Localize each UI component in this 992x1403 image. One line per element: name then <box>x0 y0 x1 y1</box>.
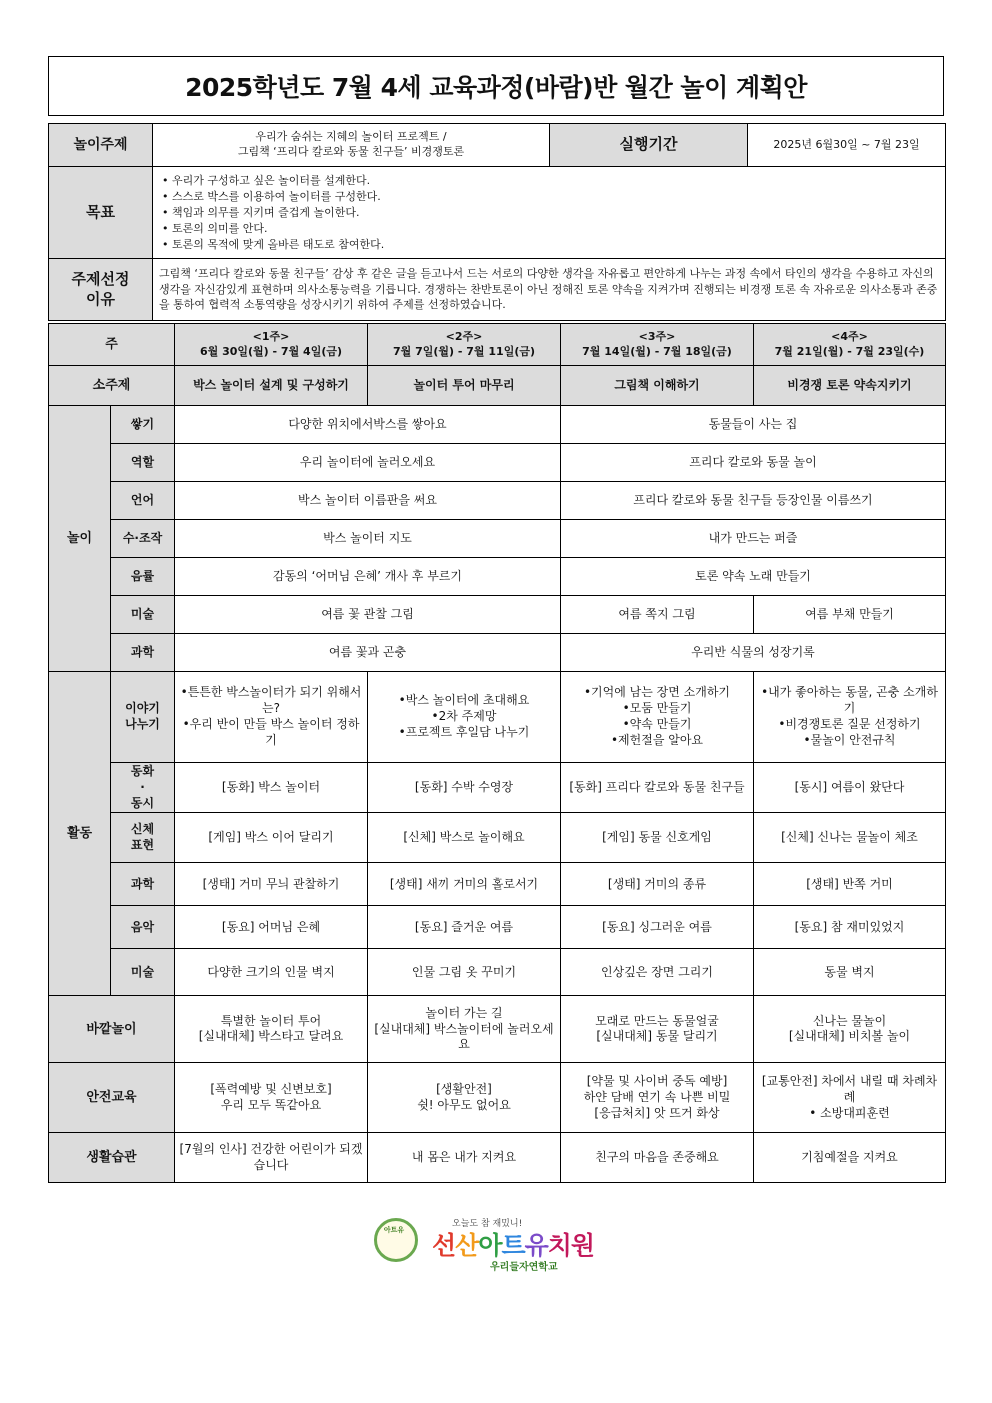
activity-area-art: 미술 <box>111 949 175 996</box>
habit-label: 생활습관 <box>49 1133 175 1183</box>
activity-area-music: 음악 <box>111 906 175 949</box>
activity-area-physical: 신체 표현 <box>111 813 175 863</box>
plan-table <box>48 323 946 1183</box>
play-science-first: 여름 꽃과 곤충 <box>175 634 561 672</box>
play-language-second: 프리다 칼로와 동물 친구들 등장인물 이름쓰기 <box>561 482 946 520</box>
safety-week-3: [약물 및 사이버 중독 예방] 하얀 담배 연기 속 나쁜 비밀 [응급처치] 앗 뜨거 화상 <box>561 1063 754 1133</box>
page-title: 2025학년도 7월 4세 교육과정(바람)반 월간 놀이 계획안 <box>48 56 944 116</box>
subtopic-label: 소주제 <box>49 366 175 406</box>
week-3-header: <3주> 7월 14일(월) - 7월 18일(금) <box>561 324 754 366</box>
goals-cell <box>153 167 946 259</box>
play-math-second: 내가 만드는 퍼즐 <box>561 520 946 558</box>
goal-item: • 토론의 목적에 맞게 올바른 태도로 참여한다. <box>162 237 942 253</box>
outdoor-label: 바깥놀이 <box>49 996 175 1063</box>
outdoor-week-1: 특별한 놀이터 투어 [실내대체] 박스타고 달려요 <box>175 996 368 1063</box>
theme-value: 우리가 숨쉬는 지혜의 놀이터 프로젝트 / 그림책 ‘프리다 칼로와 동물 친구들’ 비경쟁토론 <box>153 124 550 167</box>
play-area-language: 언어 <box>111 482 175 520</box>
play-role-first: 우리 놀이터에 놀러오세요 <box>175 444 561 482</box>
story-week-2: • 박스 놀이터에 초대해요 • 2차 주제망 • 프로젝트 후일담 나누기 <box>368 672 561 763</box>
play-blocks-first: 다양한 위치에서박스를 쌓아요 <box>175 406 561 444</box>
week-1-header: <1주> 6월 30일(월) - 7월 4일(금) <box>175 324 368 366</box>
art-week-4: 동물 벽지 <box>754 949 946 996</box>
physical-week-4: [신체] 신나는 물놀이 체조 <box>754 813 946 863</box>
play-area-science: 과학 <box>111 634 175 672</box>
story-week-3: • 기억에 남는 장면 소개하기 • 모둠 만들기 • 약속 만들기 • 제헌절을 알아요 <box>561 672 754 763</box>
art-week-1: 다양한 크기의 인물 벽지 <box>175 949 368 996</box>
week-4-header: <4주> 7월 21일(월) - 7월 23일(수) <box>754 324 946 366</box>
physical-week-3: [게임] 동물 신호게임 <box>561 813 754 863</box>
logo-subtitle: 우리들자연학교 <box>490 1262 558 1273</box>
tales-week-4: [동시] 여름이 왔단다 <box>754 763 946 813</box>
play-language-first: 박스 놀이터 이름판을 써요 <box>175 482 561 520</box>
science-week-3: [생태] 거미의 종류 <box>561 863 754 906</box>
logo-name: 선산아트유치원 <box>432 1231 595 1260</box>
music-week-4: [동요] 참 재미있었지 <box>754 906 946 949</box>
play-music-first: 감동의 ‘어머님 은혜’ 개사 후 부르기 <box>175 558 561 596</box>
reason-label: 주제선정 이유 <box>49 259 153 321</box>
physical-week-1: [게임] 박스 이어 달리기 <box>175 813 368 863</box>
play-art-first: 여름 꽃 관찰 그림 <box>175 596 561 634</box>
habit-week-3: 친구의 마음을 존중해요 <box>561 1133 754 1183</box>
theme-label: 놀이주제 <box>49 124 153 167</box>
play-science-second: 우리반 식물의 성장기록 <box>561 634 946 672</box>
subtopic-week-1: 박스 놀이터 설계 및 구성하기 <box>175 366 368 406</box>
activity-label: 활동 <box>49 672 111 996</box>
goal-item: • 우리가 구성하고 싶은 놀이터를 설계한다. <box>162 173 942 189</box>
activity-area-science: 과학 <box>111 863 175 906</box>
play-area-music: 음률 <box>111 558 175 596</box>
science-week-4: [생태] 반쪽 거미 <box>754 863 946 906</box>
music-week-3: [동요] 싱그러운 여름 <box>561 906 754 949</box>
play-area-math: 수·조작 <box>111 520 175 558</box>
physical-week-2: [신체] 박스로 놀이해요 <box>368 813 561 863</box>
music-week-2: [동요] 즐거운 여름 <box>368 906 561 949</box>
art-week-2: 인물 그림 옷 꾸미기 <box>368 949 561 996</box>
subtopic-week-4: 비경쟁 토론 약속지키기 <box>754 366 946 406</box>
music-week-1: [동요] 어머님 은혜 <box>175 906 368 949</box>
science-week-2: [생태] 새끼 거미의 홀로서기 <box>368 863 561 906</box>
logo-slogan: 오늘도 참 재밌니! <box>452 1219 523 1229</box>
overview-table <box>48 123 946 321</box>
week-2-header: <2주> 7월 7일(월) - 7월 11일(금) <box>368 324 561 366</box>
habit-week-2: 내 몸은 내가 지켜요 <box>368 1133 561 1183</box>
outdoor-week-4: 신나는 물놀이 [실내대체] 비치볼 놀이 <box>754 996 946 1063</box>
play-math-first: 박스 놀이터 지도 <box>175 520 561 558</box>
subtopic-week-2: 놀이터 투어 마무리 <box>368 366 561 406</box>
tales-week-3: [동화] 프리다 칼로와 동물 친구들 <box>561 763 754 813</box>
play-label: 놀이 <box>49 406 111 672</box>
play-area-art: 미술 <box>111 596 175 634</box>
play-music-second: 토론 약속 노래 만들기 <box>561 558 946 596</box>
goal-item: • 토론의 의미를 안다. <box>162 221 942 237</box>
art-week-3: 인상깊은 장면 그리기 <box>561 949 754 996</box>
goals-list <box>156 173 942 253</box>
play-blocks-second: 동물들이 사는 집 <box>561 406 946 444</box>
safety-week-2: [생활안전] 쉿! 아무도 없어요 <box>368 1063 561 1133</box>
period-value: 2025년 6월30일 ~ 7월 23일 <box>748 124 946 167</box>
science-week-1: [생태] 거미 무늬 관찰하기 <box>175 863 368 906</box>
week-label: 주 <box>49 324 175 366</box>
play-role-second: 프리다 칼로와 동물 놀이 <box>561 444 946 482</box>
logo-badge-text: 아트유 <box>383 1226 405 1234</box>
kindergarten-logo <box>372 1212 612 1272</box>
period-label: 실행기간 <box>550 124 748 167</box>
play-area-blocks: 쌓기 <box>111 406 175 444</box>
play-art-fourth: 여름 부채 만들기 <box>754 596 946 634</box>
habit-week-1: [7월의 인사] 건강한 어린이가 되겠습니다 <box>175 1133 368 1183</box>
subtopic-week-3: 그림책 이해하기 <box>561 366 754 406</box>
play-art-third: 여름 쪽지 그림 <box>561 596 754 634</box>
activity-area-story: 이야기 나누기 <box>111 672 175 763</box>
goal-item: • 스스로 박스를 이용하여 놀이터를 구성한다. <box>162 189 942 205</box>
story-week-1: • 튼튼한 박스놀이터가 되기 위해서는? • 우리 반이 만들 박스 놀이터 정하기 <box>175 672 368 763</box>
story-week-4: • 내가 좋아하는 동물, 곤충 소개하기 • 비경쟁토론 질문 선정하기 • 물놀이 안전규칙 <box>754 672 946 763</box>
safety-week-4: [교통안전] 차에서 내릴 때 차례차례 • 소방대피훈련 <box>754 1063 946 1133</box>
safety-label: 안전교육 <box>49 1063 175 1133</box>
reason-text: 그림책 ‘프리다 칼로와 동물 친구들’ 감상 후 같은 글을 듣고나서 드는 서로의 다양한 생각을 자유롭고 편안하게 나누는 과정 속에서 타인의 생각을 수용하고 자신의 생각을 자신감있게 표현하며 의사소통능력을 기릅니다. 경쟁하는 찬반토론이 아닌 정해진 토론 약속을 지켜가며 진행되는 비경쟁 토론 속 자유로운 의사소통과 존중을 통하여 협력적 소통역량을 성장시키기 위하여 주제를 선정하였습니다. <box>153 259 946 321</box>
outdoor-week-2: 놀이터 가는 길 [실내대체] 박스놀이터에 놀러오세요 <box>368 996 561 1063</box>
goal-item: • 책임과 의무를 지키며 즐겁게 놀이한다. <box>162 205 942 221</box>
goals-label: 목표 <box>49 167 153 259</box>
activity-area-tales: 동화 · 동시 <box>111 763 175 813</box>
habit-week-4: 기침예절을 지켜요 <box>754 1133 946 1183</box>
tales-week-1: [동화] 박스 놀이터 <box>175 763 368 813</box>
play-area-role: 역할 <box>111 444 175 482</box>
tales-week-2: [동화] 수박 수영장 <box>368 763 561 813</box>
safety-week-1: [폭력예방 및 신변보호] 우리 모두 똑같아요 <box>175 1063 368 1133</box>
outdoor-week-3: 모래로 만드는 동물얼굴 [실내대체] 동물 달리기 <box>561 996 754 1063</box>
